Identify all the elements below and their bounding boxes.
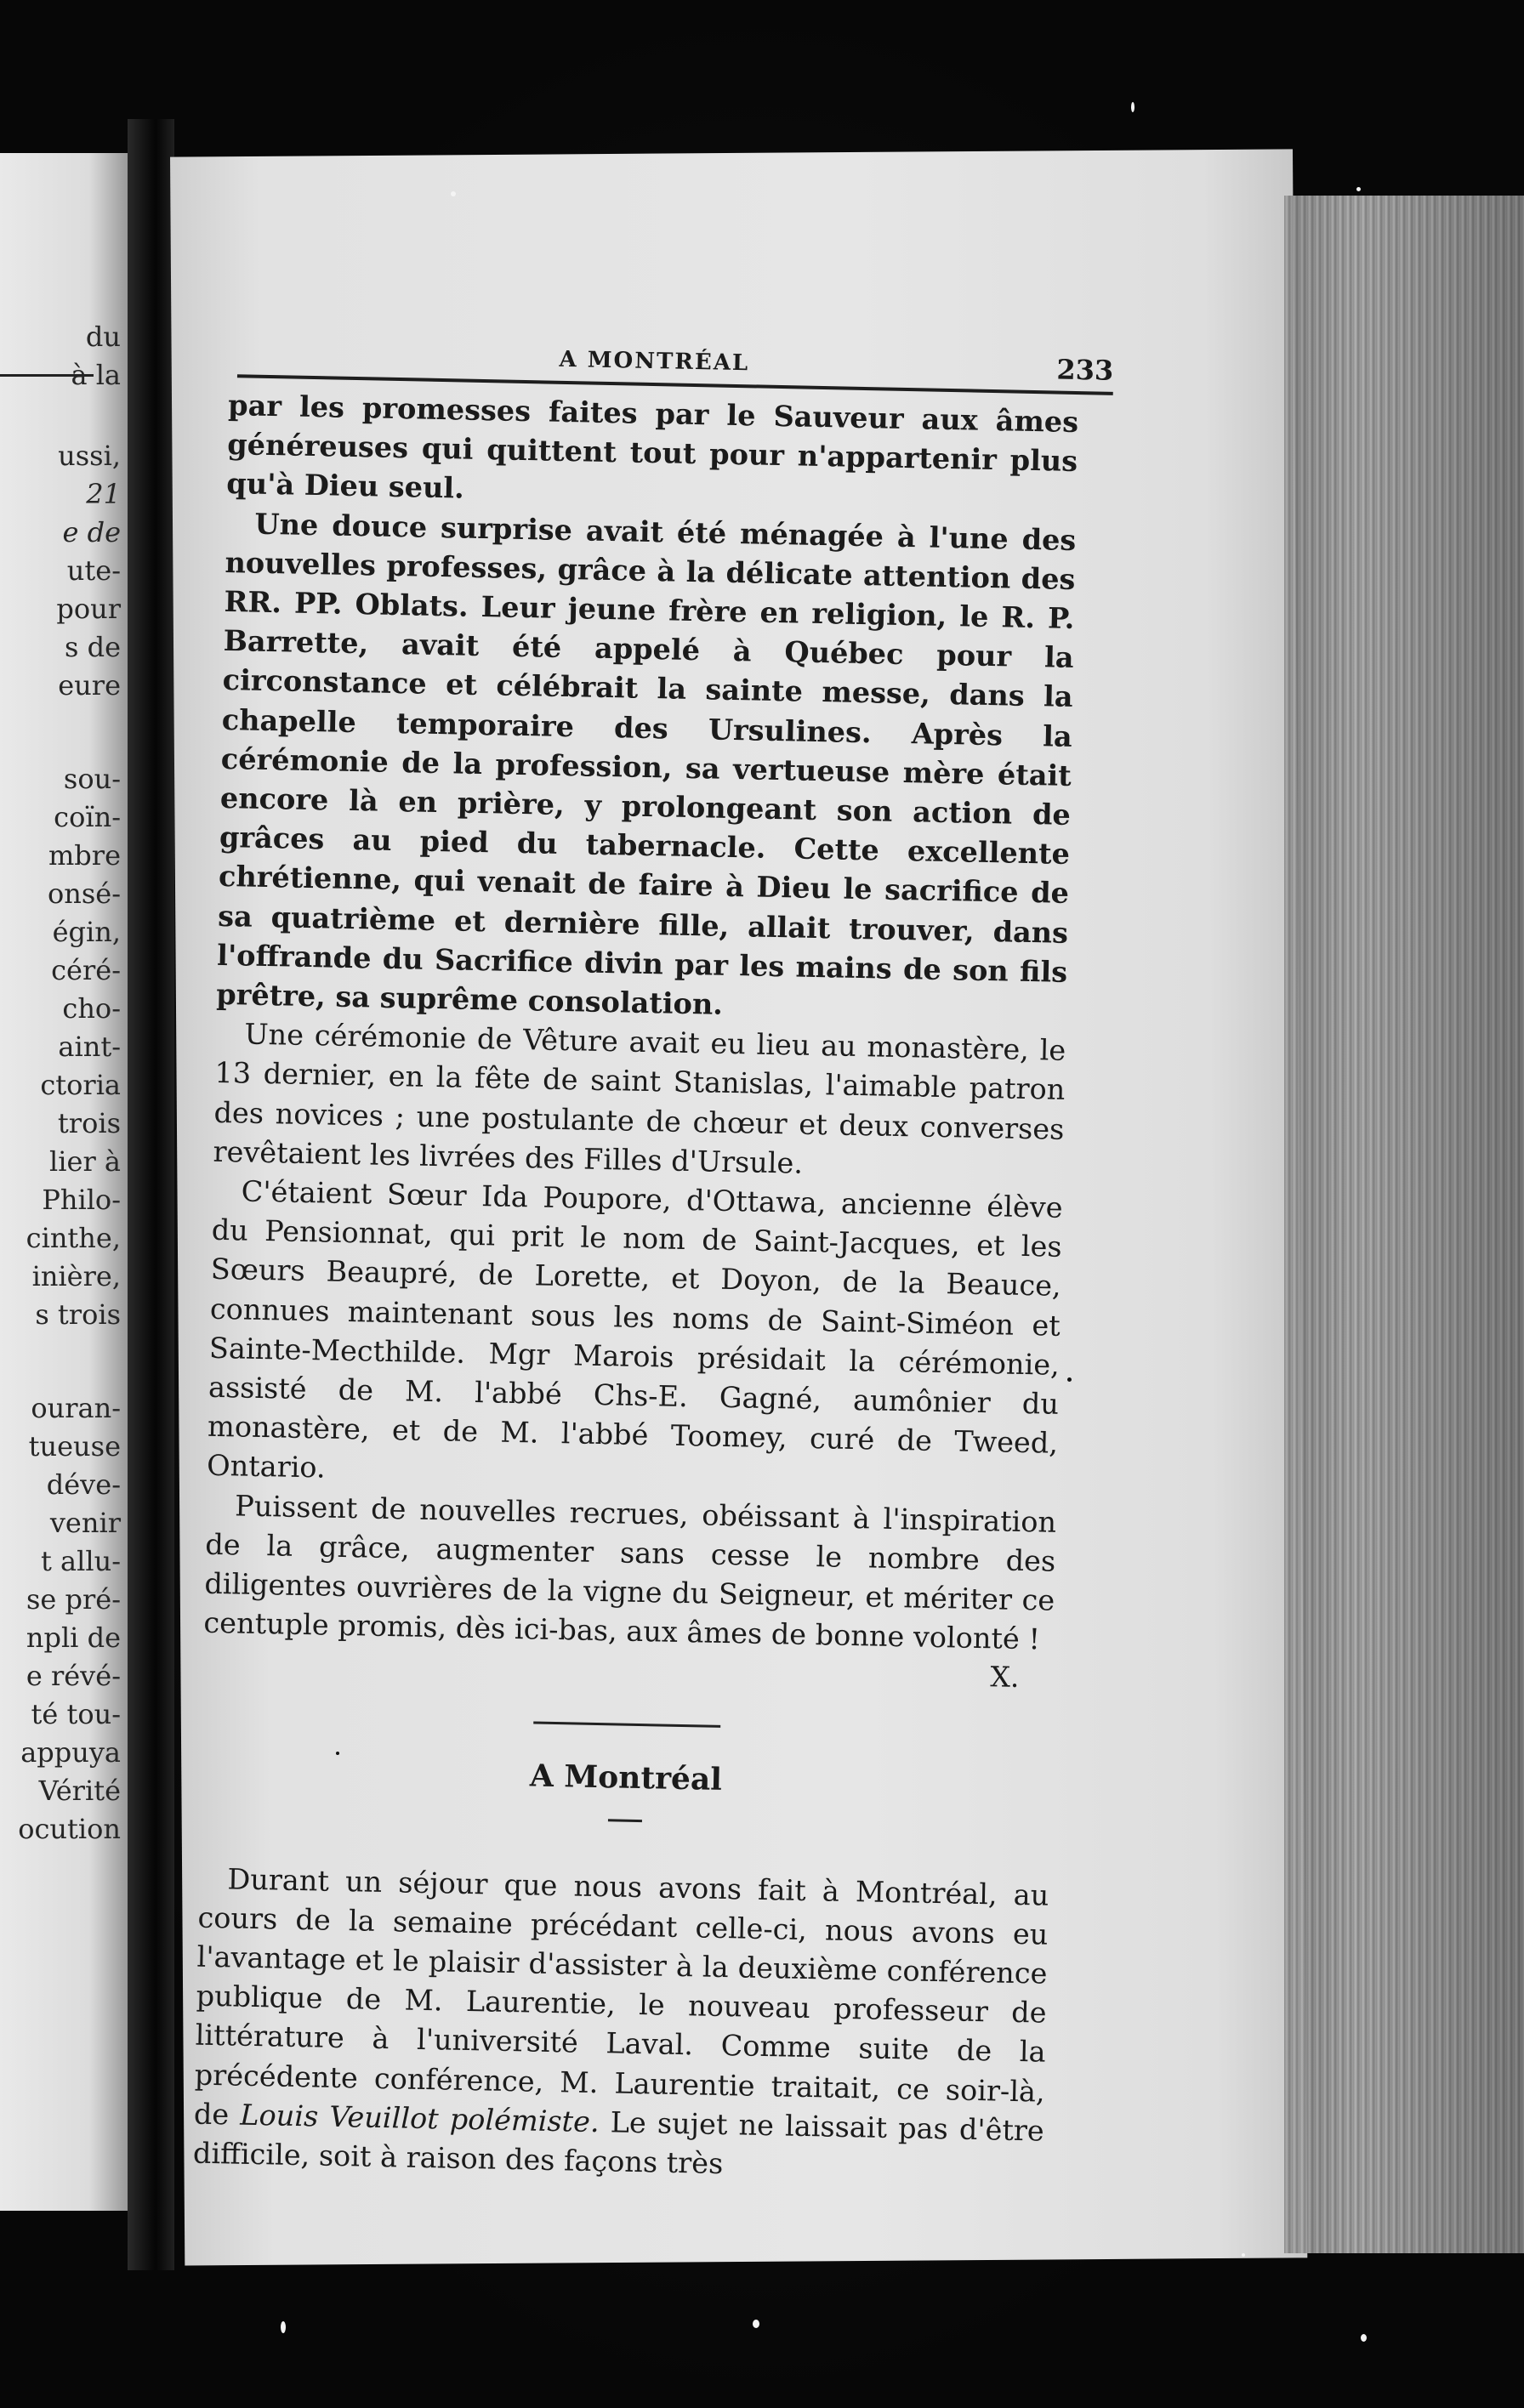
section-paragraph bbox=[193, 1859, 1049, 2190]
signature: X. bbox=[990, 1659, 1020, 1694]
previous-page-line: e révé- bbox=[26, 1660, 121, 1692]
dust-speck bbox=[1242, 2253, 1245, 2257]
previous-page-line: Philo- bbox=[42, 1184, 121, 1216]
previous-page-line: appuya bbox=[20, 1736, 121, 1769]
page-number: 233 bbox=[1056, 353, 1114, 387]
running-title: A MONTRÉAL bbox=[559, 346, 750, 377]
page-content bbox=[192, 332, 1114, 2190]
previous-page-line: lier à bbox=[49, 1145, 121, 1178]
previous-page-line: npli de bbox=[26, 1621, 121, 1654]
previous-page-line: t allu- bbox=[41, 1545, 121, 1577]
section-text-continued: Le sujet ne laissait pas d'être difficile, soit à raison des façons très bbox=[192, 2104, 1045, 2180]
previous-page-fragment bbox=[0, 153, 128, 2211]
paragraph: Une cérémonie de Vêture avait eu lieu au monastère, le 13 dernier, en la fête de saint Stanislas, l'aimable patron des novices ; une postulante de chœur et deux converses revêtaient les livrées des Filles d'Ursule. bbox=[213, 1017, 1066, 1180]
previous-page-line: sou- bbox=[63, 763, 121, 795]
previous-page-line: ute- bbox=[66, 554, 121, 587]
previous-page-line: du bbox=[85, 321, 121, 353]
previous-page-line: mbre bbox=[48, 839, 121, 872]
section-dash bbox=[608, 1819, 642, 1822]
previous-page-line: venir bbox=[49, 1507, 121, 1539]
previous-page-line: s trois bbox=[35, 1298, 121, 1331]
previous-page-line: inière, bbox=[31, 1260, 121, 1292]
previous-page-line: ussi, bbox=[58, 440, 121, 472]
previous-page-line: cinthe, bbox=[26, 1222, 121, 1254]
previous-page-line: céré- bbox=[51, 954, 121, 986]
article-body bbox=[203, 386, 1078, 1660]
dust-speck bbox=[336, 1752, 339, 1755]
previous-page-line: 21 bbox=[86, 478, 121, 510]
previous-page-line: pour bbox=[56, 593, 121, 625]
paragraph: par les promesses faites par le Sauveur aux âmes généreuses qui quittent tout pour n'appartenir plus qu'à Dieu seul. bbox=[226, 388, 1079, 505]
previous-page-line: coïn- bbox=[54, 801, 121, 833]
italic-title: Louis Veuillot polémiste. bbox=[239, 2098, 600, 2138]
previous-page-line: cho- bbox=[62, 992, 121, 1025]
book-gutter bbox=[128, 119, 174, 2270]
previous-page-line: déve- bbox=[46, 1468, 121, 1501]
previous-page-line: Vérité bbox=[38, 1775, 121, 1807]
previous-page-line: onsé- bbox=[47, 877, 121, 910]
previous-page-line: ctoria bbox=[40, 1069, 121, 1101]
previous-page-line: s de bbox=[64, 631, 121, 663]
dust-speck bbox=[1361, 2334, 1367, 2342]
section-title: A Montréal bbox=[529, 1757, 723, 1797]
dust-speck bbox=[1356, 187, 1361, 191]
dust-speck bbox=[451, 191, 456, 196]
previous-page-line: ouran- bbox=[31, 1392, 121, 1424]
section-text: Durant un séjour que nous avons fait à Montréal, au cours de la semaine précédant celle-ci, nous avons eu l'avantage et le plaisir d'assister à la deuxième conférence publique de M. Laurentie, le nouveau professeur de littérature à l'université Laval. Comme suite de la précédente conférence, M. Laurentie traitait, ce soir-là, de bbox=[193, 1861, 1049, 2132]
paragraph: Puissent de nouvelles recrues, obéissant à l'inspiration de la grâce, augmenter sans cesse le nombre des diligentes ouvrières de la vigne du Seigneur, et mériter ce centuple promis, dès ici-bas, aux âmes de bonne volonté ! bbox=[203, 1489, 1057, 1656]
page-edge-shade bbox=[1284, 196, 1524, 2253]
previous-page-line: égin, bbox=[52, 916, 121, 948]
previous-page-line: ocution bbox=[18, 1813, 121, 1845]
previous-page-line: e de bbox=[62, 516, 121, 548]
previous-page-line: té tou- bbox=[31, 1698, 121, 1730]
previous-page-line: tueuse bbox=[28, 1430, 121, 1462]
previous-page-line: à la bbox=[71, 359, 121, 391]
paragraph: C'étaient Sœur Ida Poupore, d'Ottawa, ancienne élève du Pensionnat, qui prit le nom de Saint-Jacques, et les Sœurs Beaupré, de Lorette, et Doyon, de la Beauce, connues maintenant sous les noms de Saint-Siméon et Sainte-Mecthilde. Mgr Marois présidait la cérémonie, assisté de M. l'abbé Chs-E. Gagné, aumônier du monastère, et de M. l'abbé Toomey, curé de Tweed, Ontario. bbox=[206, 1174, 1063, 1485]
dust-speck bbox=[281, 2321, 286, 2333]
paragraph: Une douce surprise avait été ménagée à l'une des nouvelles professes, grâce à la délicate attention des RR. PP. Oblats. Leur jeune frère en religion, le R. P. Barrette, avait été appelé à Québec pour la circonstance et célébrait la sainte messe, dans la chapelle temporaire des Ursulines. Après la cérémonie de la profession, sa vertueuse mère était encore là en prière, y prolongeant son action de grâces au pied du tabernacle. Cette excellente chrétienne, qui venait de faire à Dieu le sacrifice de sa quatrième et dernière fille, allait trouver, dans l'offrande du Sacrifice divin par les mains de son fils prêtre, sa suprême consolation. bbox=[215, 507, 1077, 1021]
dust-speck bbox=[1131, 102, 1134, 112]
dust-speck bbox=[753, 2320, 759, 2328]
dust-speck bbox=[1067, 1377, 1072, 1382]
previous-page-line: se pré- bbox=[26, 1583, 121, 1616]
previous-page-line: trois bbox=[57, 1107, 121, 1139]
previous-page-line: aint- bbox=[58, 1031, 121, 1063]
section-separator bbox=[533, 1721, 720, 1727]
previous-page-line: eure bbox=[58, 669, 121, 701]
